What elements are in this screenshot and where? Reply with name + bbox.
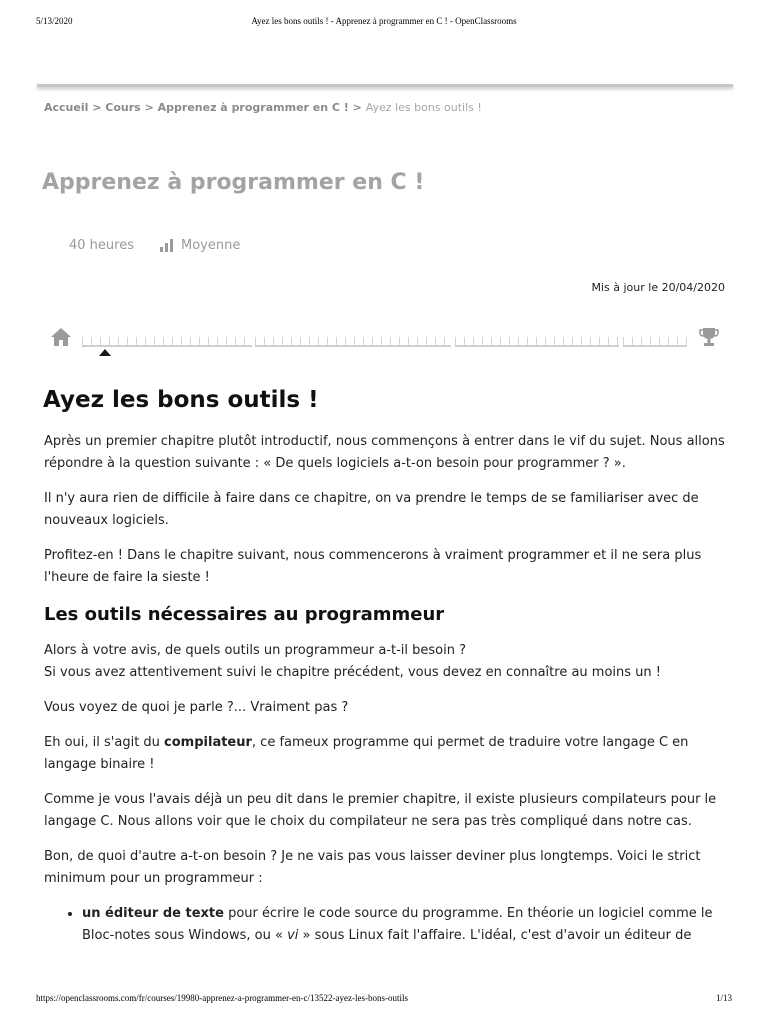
section-paragraph [44,640,734,684]
compiler-text-post: , ce fameux programme qui permet de traduire votre langage C en langage binaire ! [44,735,689,772]
tool-name: un éditeur de texte [82,906,224,921]
trophy-icon[interactable] [698,326,720,348]
section-heading: Les outils nécessaires au programmeur [44,604,445,625]
print-page-number: 1/13 [715,993,732,1003]
progress-part-3[interactable] [455,328,619,347]
section-paragraph: Vous voyez de quoi je parle ?... Vraiment pas ? [44,700,349,715]
breadcrumb-separator: > [92,101,102,114]
difficulty-bars-icon [160,239,173,252]
print-url: https://openclassrooms.com/fr/courses/19980-apprenez-a-programmer-en-c/13522-ayez-les-bons-outils [36,993,408,1003]
chapter-content [44,431,734,947]
progress-position-marker [99,349,111,356]
course-progress-bar [44,322,728,358]
course-level-label: Moyenne [181,238,241,253]
breadcrumb-separator: > [352,101,362,114]
top-navigation-bar [37,84,733,87]
section-paragraph: Bon, de quoi d'autre a-t-on besoin ? Je ne vais pas vous laisser deviner plus longtemps. Voici le strict minimum pour un programmeur : [44,849,701,886]
breadcrumb-home[interactable]: Accueil [44,101,89,114]
chapter-title: Ayez les bons outils ! [43,387,319,413]
tools-list-item [82,903,734,947]
compiler-keyword: compilateur [164,735,252,750]
course-title: Apprenez à programmer en C ! [42,170,425,195]
progress-part-4[interactable] [623,328,687,347]
tool-example: vi [287,928,299,943]
home-icon[interactable] [50,327,72,347]
print-date: 5/13/2020 [36,16,73,26]
breadcrumb-current: Ayez les bons outils ! [365,101,482,114]
question-line: Alors à votre avis, de quels outils un programmeur a-t-il besoin ? [44,643,466,658]
compiler-paragraph [44,732,734,776]
intro-paragraph: Après un premier chapitre plutôt introductif, nous commençons à entrer dans le vif du sujet. Nous allons répondre à la question suivante : « De quels logiciels a-t-on besoin pour programmer ? ». [44,434,725,471]
course-duration: 40 heures [69,238,134,253]
course-level [160,238,240,253]
intro-paragraph: Profitez-en ! Dans le chapitre suivant, nous commencerons à vraiment programmer et il ne sera plus l'heure de faire la sieste ! [44,548,702,585]
breadcrumb-courses[interactable]: Cours [105,101,141,114]
breadcrumb [44,101,482,114]
progress-part-1[interactable] [82,328,252,347]
updated-date: Mis à jour le 20/04/2020 [591,281,725,294]
breadcrumb-separator: > [144,101,154,114]
tool-description-tail: » sous Linux fait l'affaire. L'idéal, c'est d'avoir un éditeur de [298,928,692,943]
tool-description: pour écrire le code source du programme. En théorie un logiciel comme le Bloc-notes sous Windows, ou « [82,906,713,943]
progress-part-2[interactable] [255,328,451,347]
intro-paragraph: Il n'y aura rien de difficile à faire dans ce chapitre, on va prendre le temps de se familiariser avec de nouveaux logiciels. [44,491,699,528]
tools-list [44,903,734,947]
print-title: Ayez les bons outils ! - Apprenez à programmer en C ! - OpenClassrooms [251,16,517,26]
section-paragraph: Comme je vous l'avais déjà un peu dit dans le premier chapitre, il existe plusieurs compilateurs pour le langage C. Nous allons voir que le choix du compilateur ne sera pas très compliqué dans notre cas. [44,792,717,829]
compiler-text-pre: Eh oui, il s'agit du [44,735,165,750]
breadcrumb-course[interactable]: Apprenez à programmer en C ! [157,101,349,114]
hint-line: Si vous avez attentivement suivi le chapitre précédent, vous devez en connaître au moins un ! [44,665,661,680]
